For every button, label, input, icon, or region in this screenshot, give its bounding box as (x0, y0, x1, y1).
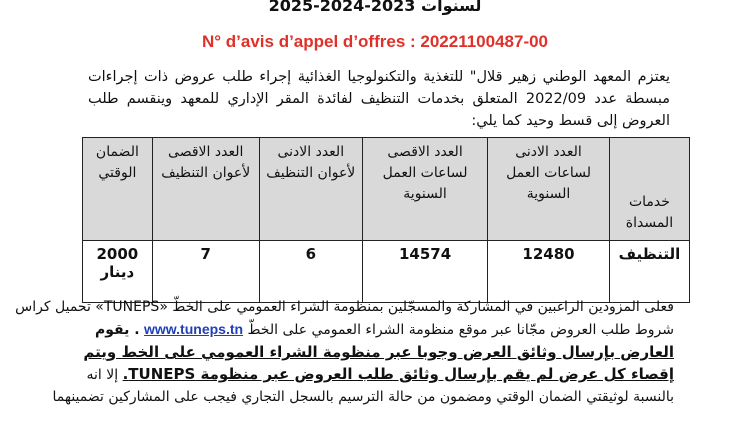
table-cell: 6 (259, 241, 362, 303)
tender-table (82, 137, 690, 303)
table-header-cell: العدد الادنى لأعوان التنظيف (259, 138, 362, 241)
instructions-line-2-bold: . يقوم (94, 322, 140, 338)
table-cell: 2000 دينار (83, 241, 153, 303)
instructions-line-2 (70, 318, 674, 341)
table-cell: 14574 (362, 241, 487, 303)
tuneps-link[interactable]: www.tuneps.tn (144, 321, 244, 337)
table-header-cell: العدد الاقصى لساعات العمل السنوية (362, 138, 487, 241)
tender-notice-number: N° d’avis d’appel d’offres : 20221100487-00 (201, 32, 549, 51)
instructions-line-1: فعلى المزودين الراغبين في المشاركة والمسجّلين بمنظومة الشراء العمومي على الخطّ «TUNEPS» تحميل كراس (15, 299, 674, 315)
instructions-line-4-bold: إقصاء كل عرض لم يقم بإرسال وثائق طلب العروض عبر منظومة TUNEPS. (122, 365, 674, 383)
instructions-line-3: العارض بإرسال وثائق العرض وجوبا عبر منظومة الشراء العمومي على الخط ويتم (83, 343, 674, 361)
table-header-cell: العدد الادنى لساعات العمل السنوية (488, 138, 610, 241)
intro-paragraph: يعتزم المعهد الوطني زهير قلال" للتغذية والتكنولوجيا الغذائية إجراء طلب عروض ذات إجراءات مبسطة عدد 2022/09 المتعلق بخدمات التنظيف لفائدة المقر الإداري للمعهد وينقسم طلب العروض إلى قسط وحيد كما يلي: (88, 69, 671, 129)
instructions-line-2-text: شروط طلب العروض مجّانا عبر موقع منظومة الشراء العمومي على الخطّ (247, 322, 674, 338)
instructions-paragraph (15, 296, 674, 408)
table-header-row (83, 138, 690, 241)
instructions-line-4-tail: إلا انه (86, 367, 119, 383)
table-cell: التنظيف (609, 241, 689, 303)
table-cell: 7 (152, 241, 259, 303)
table-header-cell: العدد الاقصى لأعوان التنظيف (152, 138, 259, 241)
years-title: لسنوات 2023-2024-2025 (268, 0, 482, 15)
table-header-cell: خدمات المسداة (609, 138, 689, 241)
instructions-line-5: بالنسبة لوثيقتي الضمان الوقتي ومضمون من حالة الترسيم بالسجل التجاري فيجب على المشاركين تضمينهما (52, 389, 674, 405)
table-row (83, 241, 690, 303)
table-cell: 12480 (488, 241, 610, 303)
table-header-cell: الضمان الوقتي (83, 138, 153, 241)
instructions-line-4 (70, 363, 674, 386)
